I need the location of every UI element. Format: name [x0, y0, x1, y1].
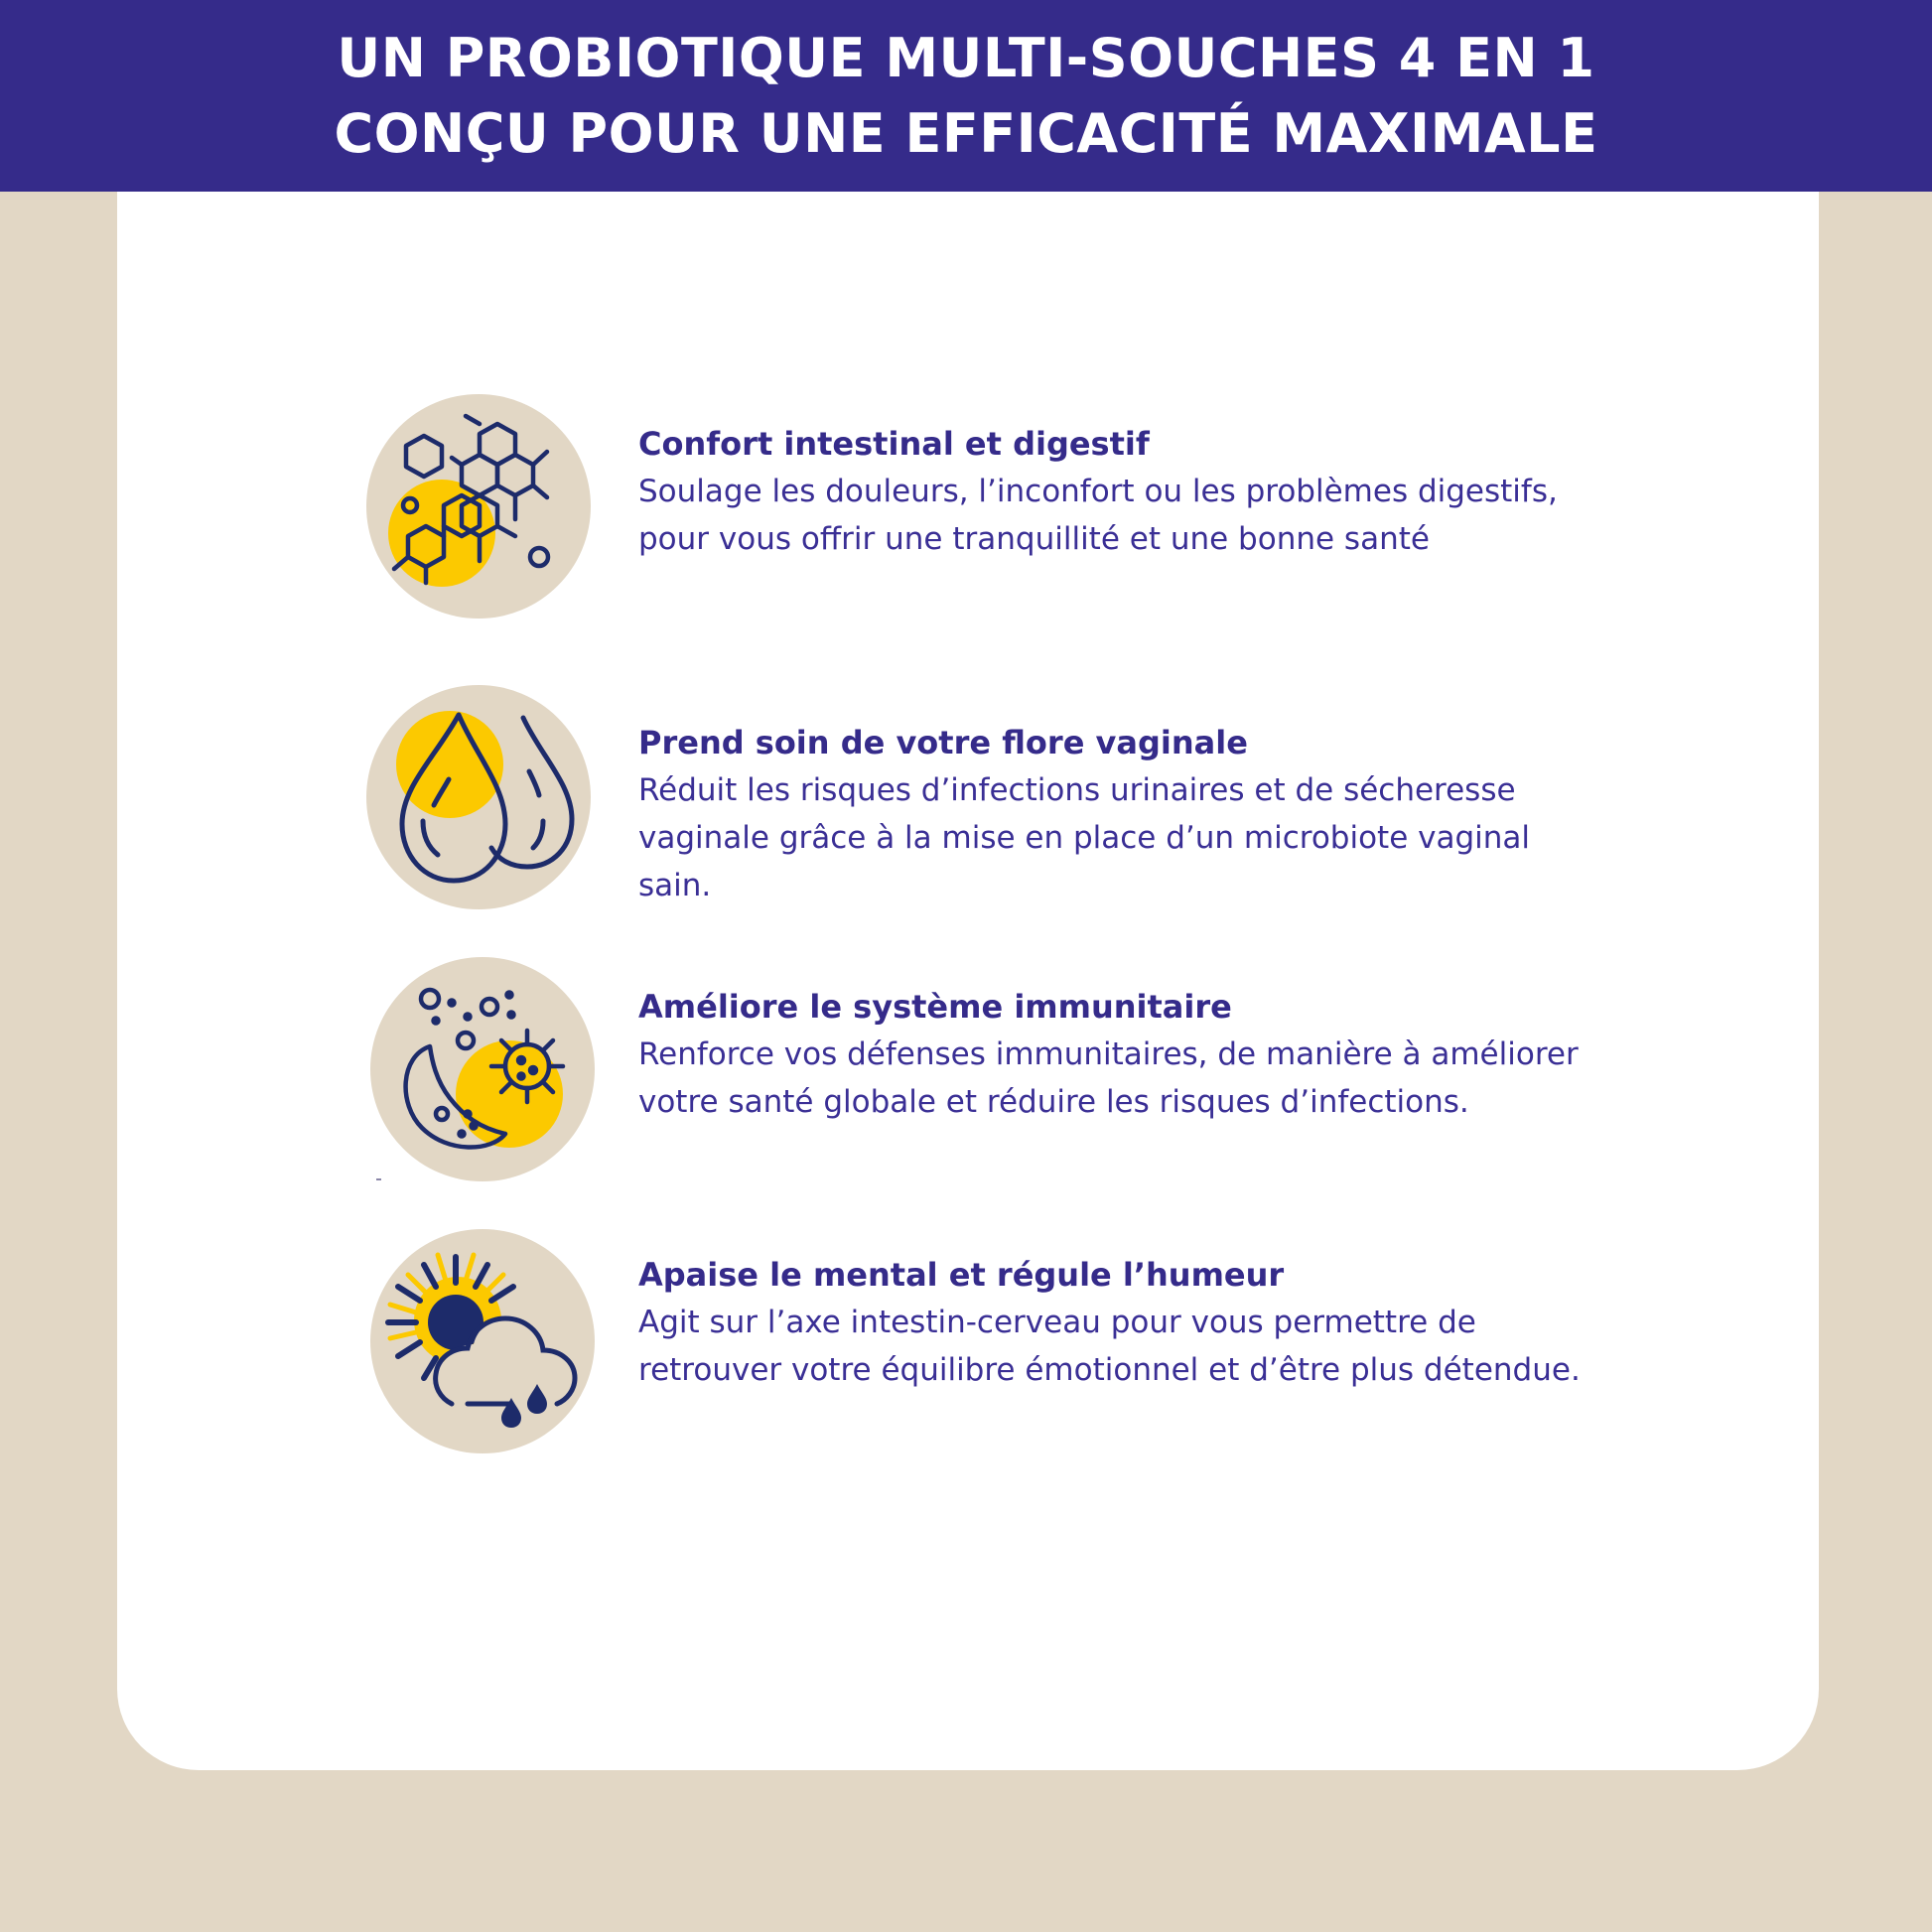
header-banner [0, 0, 1932, 192]
feature-text [638, 420, 1631, 563]
molecule-icon [366, 394, 591, 619]
water-drops-icon [366, 685, 591, 909]
sun-cloud-rain-icon [370, 1229, 595, 1453]
stray-dash [376, 1178, 381, 1180]
feature-title: Prend soin de votre flore vaginale [638, 724, 1248, 761]
feature-title: Améliore le système immunitaire [638, 988, 1232, 1026]
feature-description: Soulage les douleurs, l’inconfort ou les problèmes digestifs, pour vous offrir une tranquillité et une bonne santé [638, 474, 1558, 557]
immune-bacteria-icon [370, 957, 595, 1181]
feature-description: Renforce vos défenses immunitaires, de manière à améliorer votre santé globale et réduire les risques d’infections. [638, 1036, 1579, 1120]
feature-title: Confort intestinal et digestif [638, 425, 1150, 463]
content-card [117, 192, 1819, 1770]
feature-description: Réduit les risques d’infections urinaires et de sécheresse vaginale grâce à la mise en place d’un microbiote vaginal sain. [638, 772, 1531, 903]
feature-text [638, 719, 1631, 909]
page-title-line-1: UN PROBIOTIQUE MULTI-SOUCHES 4 EN 1 [337, 26, 1595, 89]
feature-text [638, 983, 1631, 1126]
feature-title: Apaise le mental et régule l’humeur [638, 1256, 1285, 1294]
feature-description: Agit sur l’axe intestin-cerveau pour vous permettre de retrouver votre équilibre émotionnel et d’être plus détendue. [638, 1305, 1581, 1388]
page-title [335, 21, 1598, 172]
page-title-line-2: CONÇU POUR UNE EFFICACITÉ MAXIMALE [334, 101, 1598, 165]
feature-text [638, 1251, 1631, 1394]
